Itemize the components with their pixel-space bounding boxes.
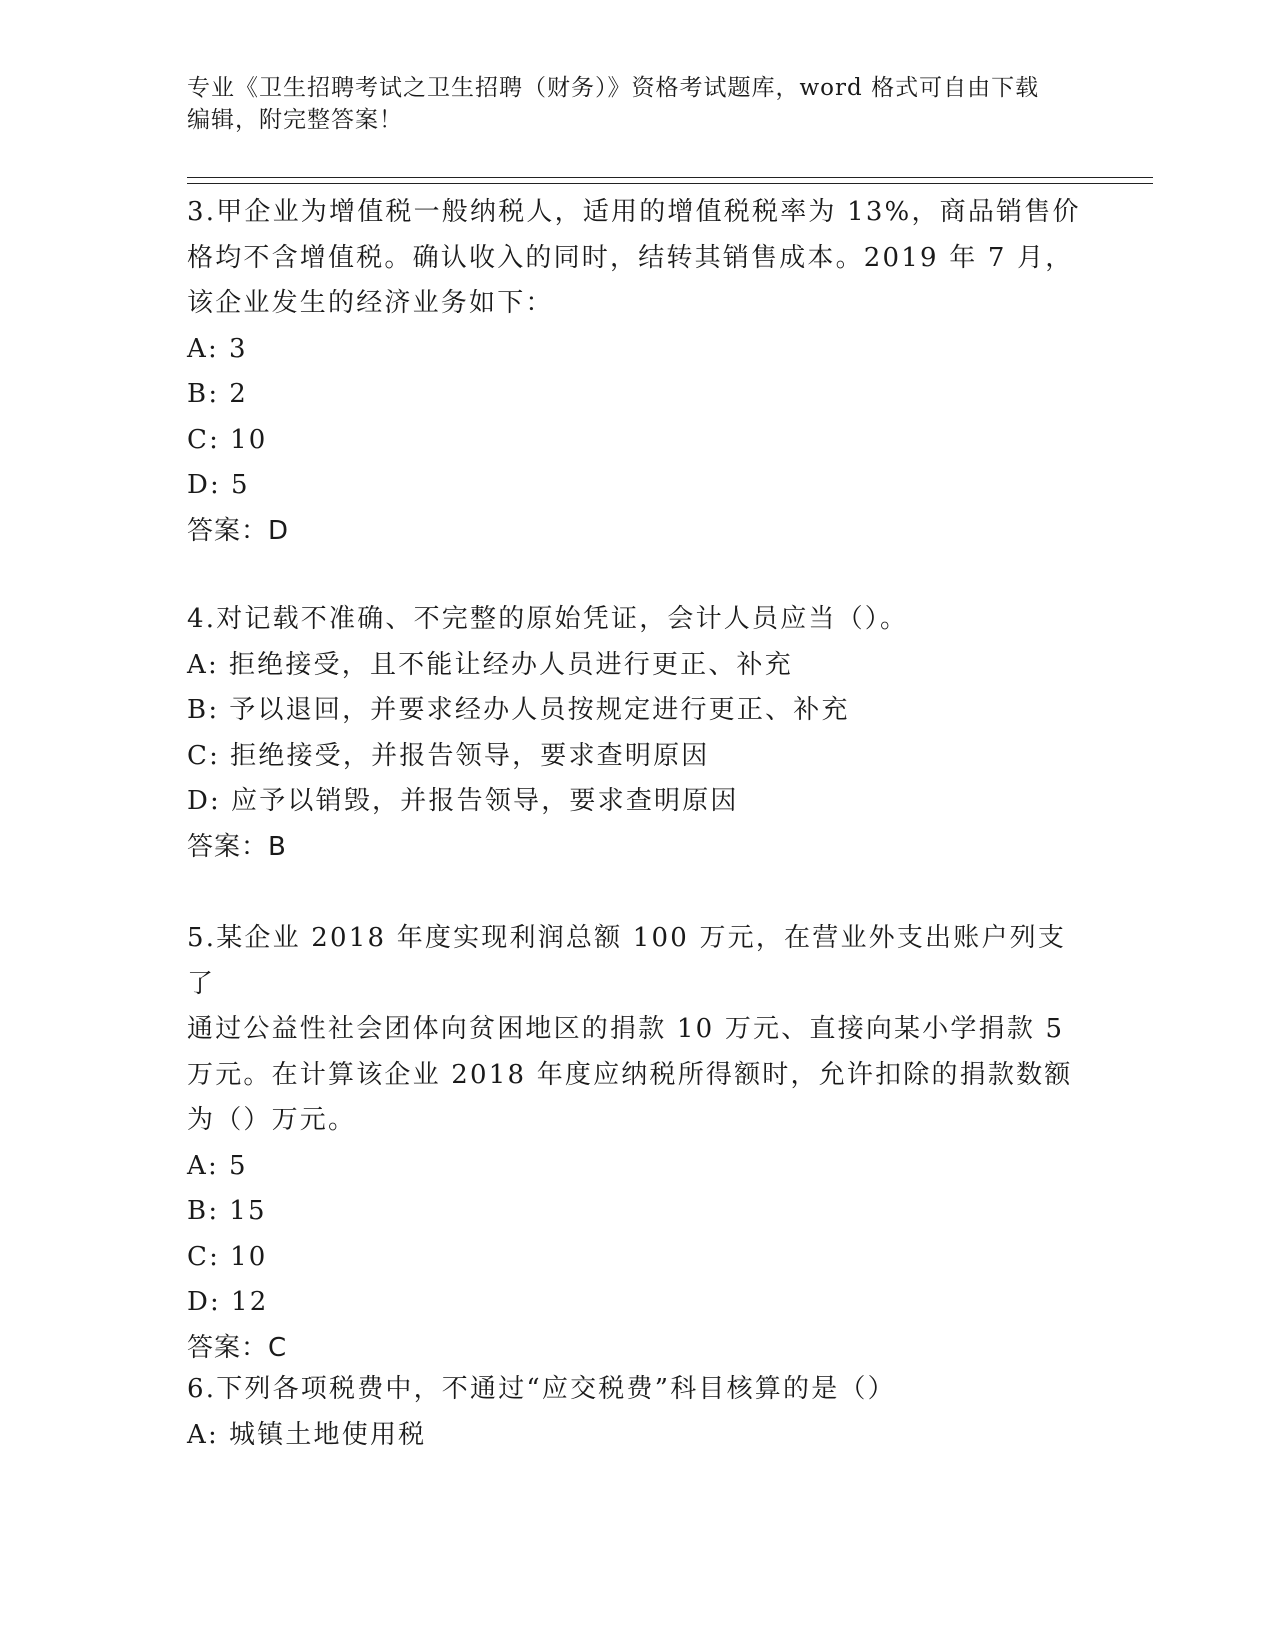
question-stem (187, 190, 1087, 327)
option-d: D: 应予以销毁，并报告领导，要求查明原因 (187, 786, 739, 816)
question-stem (187, 597, 1087, 643)
option-b: B: 15 (187, 1196, 267, 1226)
answer-line: 答案：B (187, 831, 287, 862)
header-line-2: 编辑，附完整答案！ (187, 107, 403, 133)
question-6 (187, 1367, 1087, 1458)
stem-line: 6.下列各项税费中，不通过“应交税费”科目核算的是（） (187, 1374, 896, 1404)
option-a: A: 城镇土地使用税 (187, 1419, 427, 1450)
option-a: A: 3 (187, 333, 248, 364)
option-d: D: 5 (187, 470, 250, 500)
header-divider-top (187, 177, 1153, 178)
stem-line: 格均不含增值税。确认收入的同时，结转其销售成本。2019 年 7 月， (187, 242, 1074, 273)
question-stem (187, 916, 1087, 1144)
option-b: B: 2 (187, 379, 249, 409)
question-5 (187, 916, 1087, 1371)
option-c: C: 10 (187, 1241, 268, 1272)
answer-line: 答案：C (187, 1332, 288, 1363)
option-c: C: 拒绝接受，并报告领导，要求查明原因 (187, 740, 710, 771)
option-c: C: 10 (187, 424, 268, 455)
option-a: A: 5 (187, 1150, 248, 1181)
stem-line: 为（）万元。 (187, 1105, 357, 1135)
question-4 (187, 597, 1087, 870)
question-3 (187, 190, 1087, 554)
document-header (187, 72, 1087, 136)
option-a: A: 拒绝接受，且不能让经办人员进行更正、补充 (187, 649, 793, 680)
header-divider-bottom (187, 183, 1153, 184)
stem-line: 万元。在计算该企业 2018 年度应纳税所得额时，允许扣除的捐款数额 (187, 1059, 1073, 1090)
answer-line: 答案：D (187, 515, 290, 546)
stem-line: 3.甲企业为增值税一般纳税人，适用的增值税税率为 13%，商品销售价 (187, 197, 1081, 227)
stem-line: 4.对记载不准确、不完整的原始凭证，会计人员应当（）。 (187, 604, 909, 634)
option-d: D: 12 (187, 1287, 269, 1317)
header-line-1: 专业《卫生招聘考试之卫生招聘（财务）》资格考试题库，word 格式可自由下载 (187, 75, 1040, 101)
stem-line: 该企业发生的经济业务如下： (187, 288, 554, 318)
option-b: B: 予以退回，并要求经办人员按规定进行更正、补充 (187, 695, 850, 725)
stem-line: 通过公益性社会团体向贫困地区的捐款 10 万元、直接向某小学捐款 5 (187, 1014, 1065, 1044)
stem-line: 5.某企业 2018 年度实现利润总额 100 万元，在营业外支出账户列支了 (187, 923, 1067, 999)
question-stem (187, 1367, 1087, 1413)
